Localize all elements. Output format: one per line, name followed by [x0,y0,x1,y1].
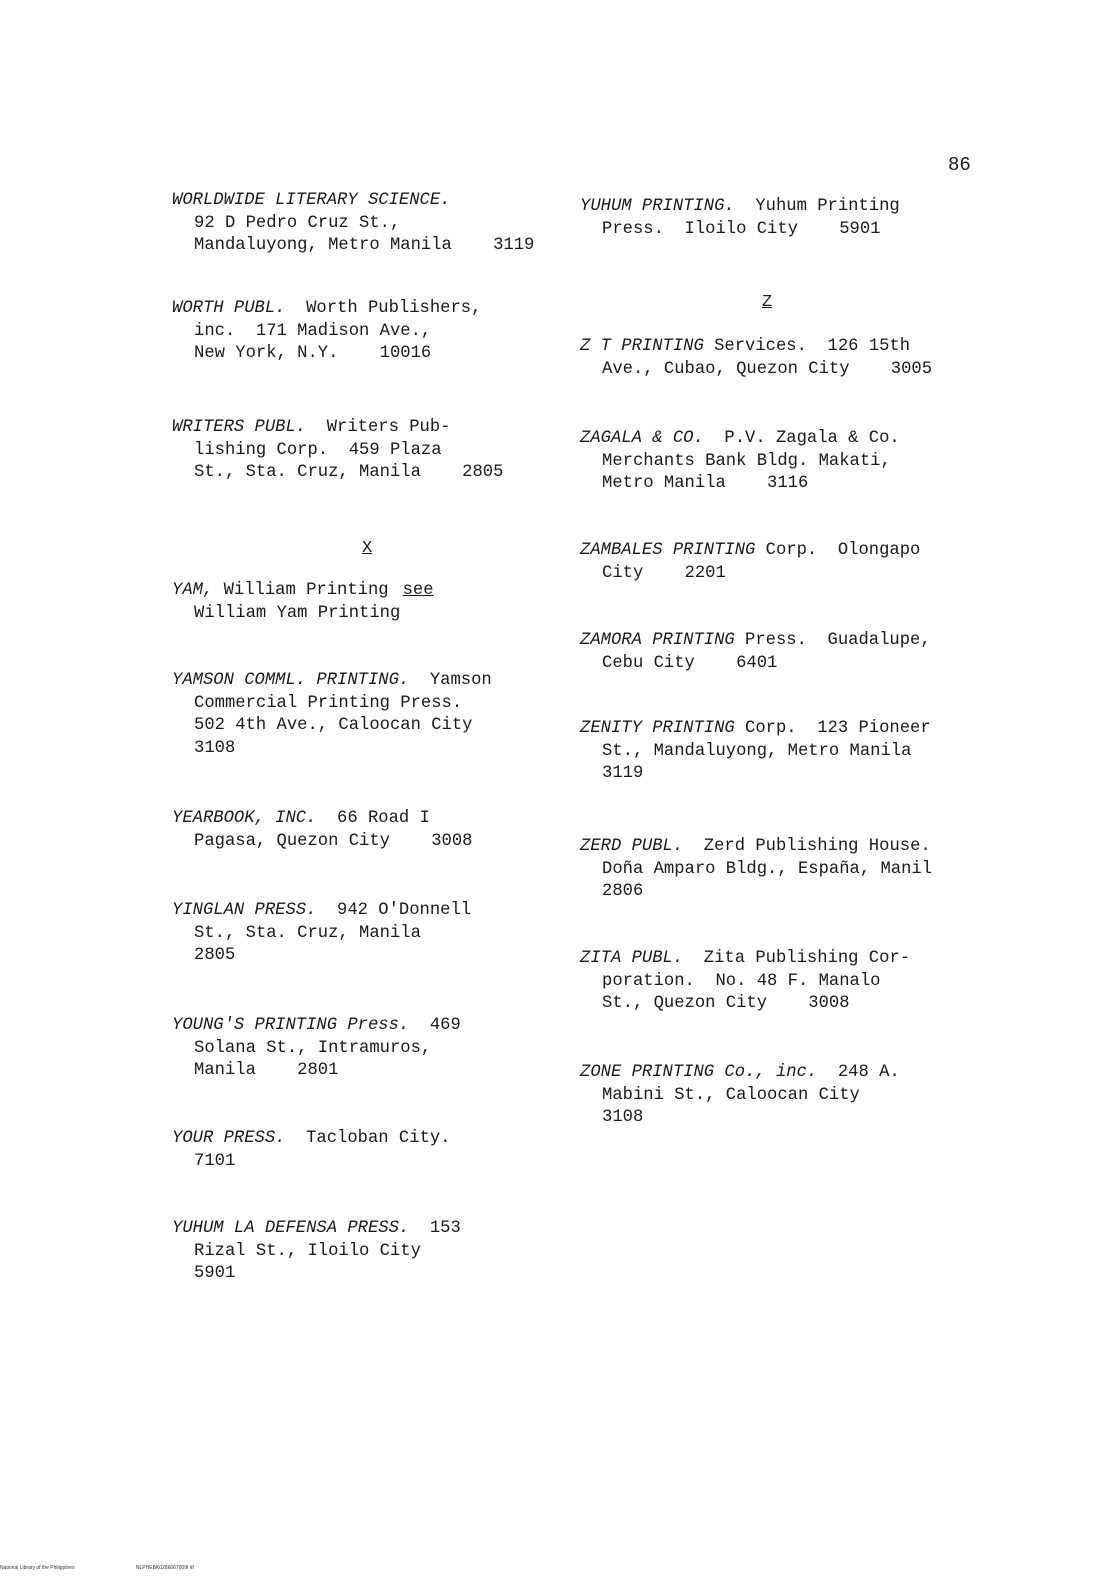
entry-heading-rest: Press. Guadalupe, [734,631,931,650]
entry-first-line [172,417,503,440]
entry-line: Doña Amparo Bldg., España, Manil [602,859,933,879]
entry-line: New York, N.Y. 10016 [194,344,432,363]
entry-first-line [172,190,534,213]
entry-line: 3119 [602,764,644,783]
entry-heading-rest: William Printing [213,581,389,600]
entry-heading-rest: Yamson [409,671,492,690]
entry-first-line [580,836,932,859]
entry-line: Ave., Cubao, Quezon City 3005 [602,359,933,379]
directory-entry [580,540,920,585]
entry-heading: ZAMBALES PRINTING [580,541,756,560]
entry-heading: YOUR PRESS. [172,1129,286,1148]
entry-heading: YAM, [172,581,214,600]
directory-entry [172,190,534,258]
entry-heading: YEARBOOK, INC. [172,809,317,828]
entry-first-line [172,900,471,923]
entry-line: lishing Corp. 459 Plaza [194,440,442,460]
entry-line: St., Sta. Cruz, Manila 2805 [194,463,504,482]
entry-heading-rest: P.V. Zagala & Co. [703,429,900,448]
entry-first-line [580,948,910,971]
section-letter: X [362,539,373,558]
entry-line: Metro Manila 3116 [602,474,809,493]
entry-heading: WORTH PUBL. [172,299,286,318]
entry-line: Mandaluyong, Metro Manila 3119 [194,236,535,255]
see-reference: see [402,581,434,600]
directory-entry [172,1015,461,1083]
entry-heading: ZAMORA PRINTING [580,631,735,650]
directory-entry [580,1062,900,1130]
entry-heading-rest: Services. 126 15th [703,337,911,356]
directory-entry [172,900,471,968]
entry-heading-rest: Corp. 123 Pioneer [734,719,931,738]
entry-first-line [172,808,472,831]
entry-line: St., Sta. Cruz, Manila [194,923,421,943]
entry-line: Press. Iloilo City 5901 [602,219,881,239]
entry-heading-rest: Tacloban City. [285,1129,451,1148]
entry-line: Solana St., Intramuros, [194,1038,432,1058]
entry-line: Commercial Printing Press. [194,693,463,713]
footer-library: National Library of the Philippines [0,1565,75,1571]
entry-heading: YUHUM PRINTING. [580,197,735,216]
entry-heading-rest: 942 O'Donnell [316,901,472,920]
entry-heading-rest: Corp. Olongapo [755,541,921,560]
entry-line: 3108 [602,1108,644,1127]
entry-line: Manila 2801 [194,1061,339,1080]
directory-entry [580,336,932,381]
entry-first-line [172,670,492,693]
section-letter: Z [762,293,773,312]
entry-heading-rest: Writers Pub- [306,418,451,437]
entry-line: 2806 [602,882,644,901]
entry-line: St., Mandaluyong, Metro Manila [602,741,912,761]
directory-entry [580,630,931,675]
entry-first-line [172,1015,461,1038]
entry-first-line [580,718,931,741]
directory-entry [172,580,434,625]
directory-entry [580,836,932,904]
entry-first-line [580,630,931,653]
entry-first-line [580,428,900,451]
entry-line: Merchants Bank Bldg. Makati, [602,451,891,471]
entry-line: City 2201 [602,563,726,583]
entry-line: 3108 [194,738,236,758]
entry-heading-rest: Worth Publishers, [285,299,482,318]
entry-heading: WORLDWIDE LITERARY SCIENCE. [172,191,451,210]
entry-heading-rest: 153 [409,1219,461,1238]
entry-first-line [580,1062,900,1085]
entry-line: 7101 [194,1151,236,1171]
entry-first-line [580,336,932,359]
entry-first-line [172,1218,461,1241]
entry-line: 92 D Pedro Cruz St., [194,213,401,233]
page-number: 86 [948,154,971,176]
entry-first-line [172,1128,451,1151]
entry-line: 2805 [194,946,236,965]
entry-line: 502 4th Ave., Caloocan City [194,716,473,735]
entry-heading: YOUNG'S PRINTING Press. [172,1016,410,1035]
entry-first-line [172,580,434,603]
entry-heading: ZERD PUBL. [580,837,684,856]
entry-heading-rest: Zita Publishing Cor- [683,949,911,968]
directory-entry [172,670,492,760]
entry-first-line [580,540,920,563]
entry-heading: YAMSON COMML. PRINTING. [172,671,410,690]
entry-heading: ZONE PRINTING Co., inc. [580,1063,818,1082]
entry-heading: ZENITY PRINTING [580,719,735,738]
entry-heading: ZAGALA & CO. [580,429,704,448]
entry-heading-rest: 66 Road I [316,809,430,828]
entry-first-line [580,196,900,219]
entry-heading: YUHUM LA DEFENSA PRESS. [172,1219,410,1238]
directory-entry [580,718,931,786]
entry-first-line [172,298,481,321]
entry-line: Rizal St., Iloilo City [194,1241,421,1261]
entry-heading-rest: 469 [409,1016,461,1035]
entry-heading-rest: Yuhum Printing [734,197,900,216]
directory-entry [172,1128,451,1173]
entry-line: Pagasa, Quezon City 3008 [194,831,473,851]
entry-line: poration. No. 48 F. Manalo [602,971,881,991]
entry-line: inc. 171 Madison Ave., [194,321,432,341]
entry-heading-rest: Zerd Publishing House. [683,837,931,856]
entry-line: Mabini St., Caloocan City [602,1085,860,1105]
directory-entry [580,196,900,241]
directory-entry [172,298,481,366]
entry-heading: ZITA PUBL. [580,949,684,968]
directory-entry [580,948,910,1016]
footer [0,1565,254,1571]
entry-heading: YINGLAN PRESS. [172,901,317,920]
entry-line: 5901 [194,1264,236,1283]
entry-heading: Z T PRINTING [580,337,704,356]
directory-entry [172,1218,461,1286]
entry-heading-rest: 248 A. [817,1063,900,1082]
entry-line: St., Quezon City 3008 [602,994,850,1013]
directory-entry [172,808,472,853]
entry-line: Cebu City 6401 [602,653,778,673]
footer-code: NLPHEBK0286067009I tif [135,1565,194,1571]
entry-heading: WRITERS PUBL. [172,418,307,437]
directory-entry [580,428,900,496]
directory-entry [172,417,503,485]
entry-line: William Yam Printing [194,603,401,623]
